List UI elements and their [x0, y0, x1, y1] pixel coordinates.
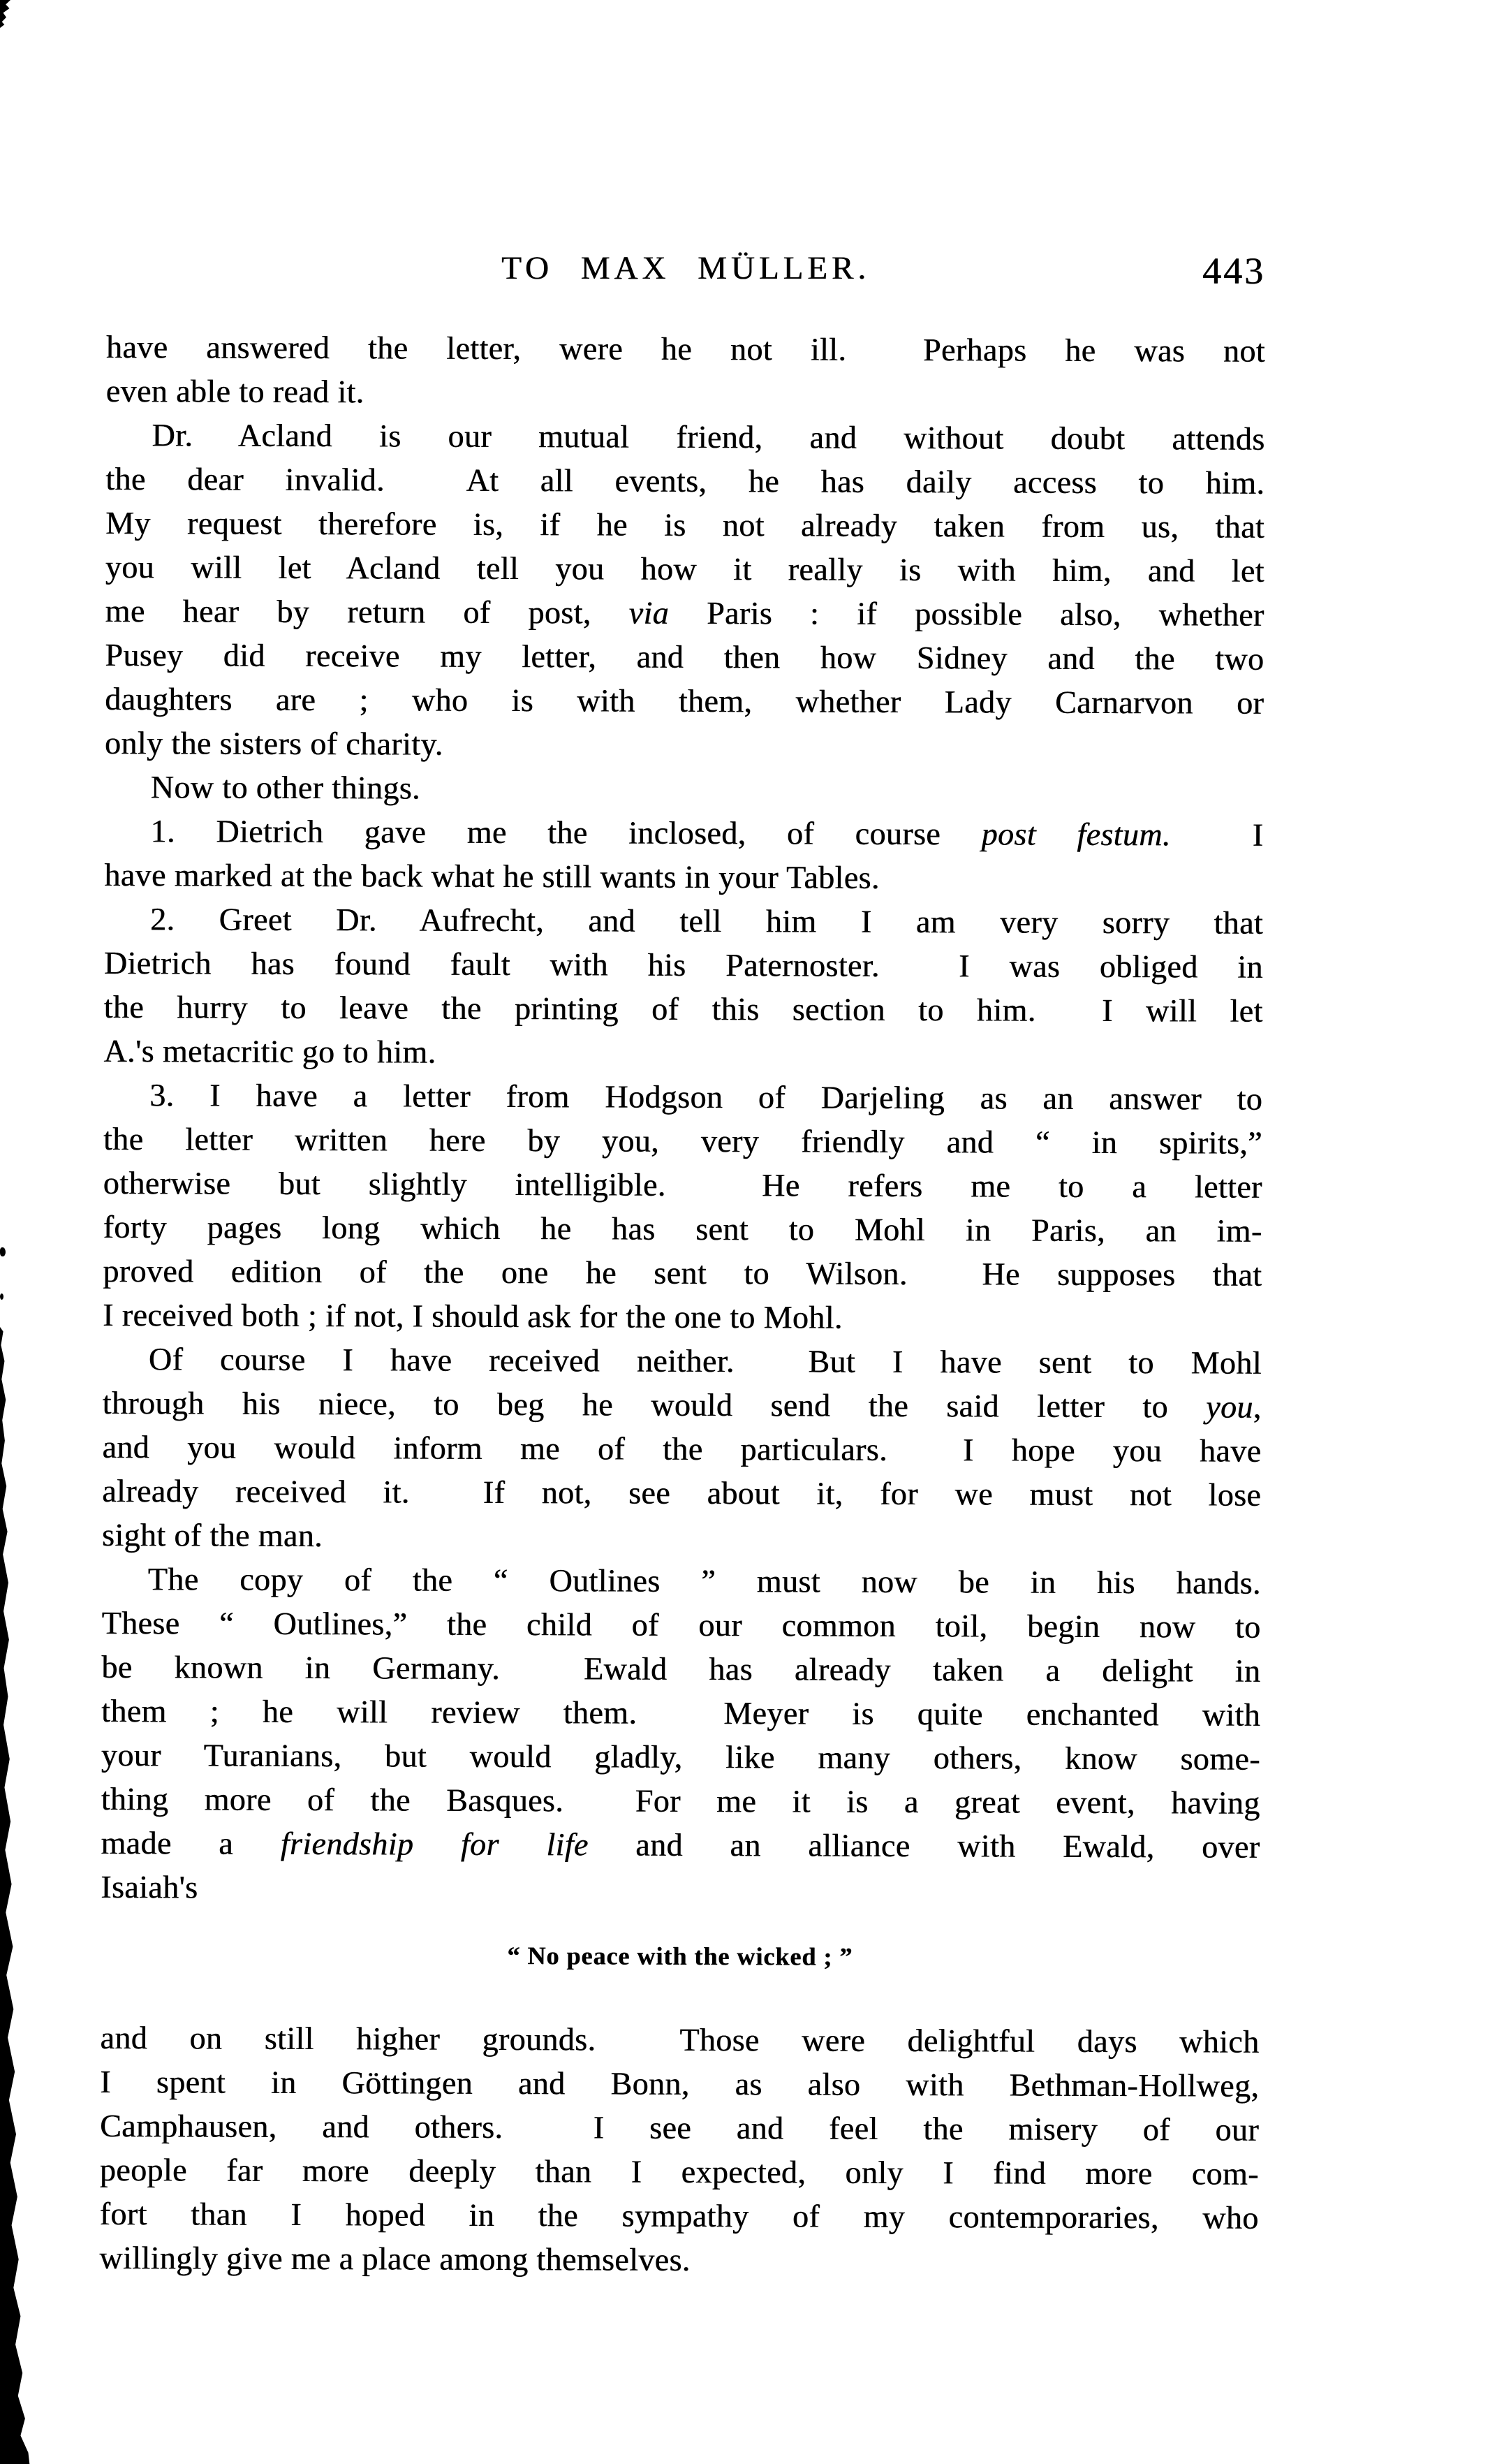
text-line [99, 2192, 1258, 2240]
text-line [101, 1733, 1260, 1781]
text-segment: Camphausen, and others. I see and feel the misery of our [99, 2107, 1260, 2148]
letter-body [99, 325, 1265, 2284]
text-segment: them ; he will review them. Meyer is quite enchanted with [101, 1692, 1261, 1733]
text-segment: and an alliance with Ewald, over [588, 1826, 1260, 1865]
text-segment: already received it. If not, see about it, for we must not lose [102, 1472, 1262, 1513]
italic-text: via [628, 594, 670, 631]
text-segment: These “ Outlines,” the child of our common toil, begin now to [101, 1604, 1261, 1645]
text-line [100, 2148, 1259, 2196]
text-line [103, 1073, 1262, 1121]
text-line [101, 1689, 1260, 1737]
text-segment: 1. Dietrich gave me the inclosed, of course [150, 813, 982, 852]
text-segment: The copy of the “ Outlines ” must now be in his hands. [147, 1561, 1261, 1601]
text-line [103, 1117, 1262, 1165]
text-segment: I received both ; if not, I should ask for the one to Mohl. [102, 1296, 843, 1335]
text-segment: Dietrich has found fault with his Paternoster. I was obliged in [103, 944, 1263, 985]
text-line [104, 853, 1263, 901]
text-line [104, 809, 1263, 857]
ink-speck [0, 1247, 6, 1256]
paragraph [105, 765, 1264, 813]
text-line [105, 721, 1264, 769]
text-segment: My request therefore is, if he is not already taken from us, that [105, 504, 1265, 545]
text-line [100, 2104, 1259, 2152]
paragraph [106, 325, 1265, 417]
text-segment: I [1170, 816, 1264, 853]
ink-speck [0, 1293, 3, 1300]
text-segment: sight of the man. [101, 1516, 323, 1554]
text-segment: the hurry to leave the printing of this section to him. I will let [103, 988, 1263, 1029]
centered-quote [101, 1933, 1260, 1981]
text-line [104, 941, 1263, 989]
text-segment: A.'s metacritic go to him. [103, 1032, 436, 1070]
page-number: 443 [1202, 250, 1265, 292]
text-segment: 2. Greet Dr. Aufrecht, and tell him I am very sorry that [149, 901, 1264, 941]
text-segment: proved edition of the one he sent to Wilson. He supposes that [103, 1252, 1262, 1293]
text-segment: people far more deeply than I expected, only I find more com- [99, 2151, 1259, 2192]
paragraph [102, 1337, 1262, 1561]
text-segment: willingly give me a place among themselves. [99, 2239, 691, 2278]
text-segment: fort than I hoped in the sympathy of my contemporaries, who [99, 2195, 1259, 2236]
text-segment: have answered the letter, were he not ill. Perhaps he was not [105, 328, 1265, 369]
text-segment: Isaiah's [101, 1868, 198, 1905]
text-segment: Dr. Acland is our mutual friend, and without doubt attends [152, 417, 1265, 457]
text-line [102, 1425, 1261, 1473]
text-segment: “ No peace with the wicked ; ” [507, 1942, 853, 1971]
text-segment: your Turanians, but would gladly, like many others, know some- [101, 1736, 1260, 1777]
text-line [101, 1865, 1260, 1913]
text-segment: be known in Germany. Ewald has already taken a delight in [101, 1648, 1261, 1689]
text-line [101, 1821, 1260, 1869]
text-line [103, 1161, 1262, 1209]
text-line [99, 2236, 1258, 2284]
text-line [103, 1249, 1262, 1297]
paragraph [105, 413, 1265, 769]
text-line [103, 1381, 1262, 1429]
italic-text: friendship for life [280, 1825, 589, 1863]
italic-text: post festum. [981, 816, 1171, 853]
text-segment: thing more of the Basques. For me it is a great event, having [101, 1780, 1260, 1821]
text-line [105, 501, 1264, 549]
paragraph [101, 1557, 1261, 1913]
text-line [105, 677, 1264, 725]
text-line [101, 1645, 1260, 1693]
text-line [103, 1029, 1262, 1077]
page-title: TO MAX MÜLLER. [501, 250, 870, 286]
text-segment: otherwise but slightly intelligible. He refers me to a letter [103, 1164, 1262, 1205]
text-segment: the letter written here by you, very friendly and “ in spirits,” [103, 1120, 1263, 1161]
text-segment: me hear by return of post, [105, 592, 629, 631]
text-segment: Pusey did receive my letter, and then how Sidney and the two [105, 636, 1264, 677]
text-segment: made a [101, 1824, 281, 1861]
text-line [103, 985, 1262, 1033]
text-line [105, 413, 1264, 461]
text-segment: only the sisters of charity. [104, 724, 443, 762]
paragraph [103, 1073, 1262, 1341]
text-segment: I spent in Göttingen and Bonn, as also with Bethman-Hollweg, [100, 2063, 1260, 2104]
text-segment: daughters are ; who is with them, whether Lady Carnarvon or [105, 680, 1264, 721]
text-line [102, 1557, 1261, 1605]
text-segment: Of course I have received neither. But I have sent to Mohl [148, 1341, 1262, 1381]
paragraph [103, 897, 1263, 1077]
text-line [103, 1293, 1262, 1341]
text-line [102, 1513, 1261, 1561]
text-line [105, 765, 1264, 813]
text-line [103, 1205, 1262, 1253]
text-line [105, 589, 1264, 637]
text-segment: the dear invalid. At all events, he has daily access to him. [105, 460, 1265, 501]
text-line [101, 1601, 1260, 1649]
text-line [105, 633, 1264, 681]
text-segment: 3. I have a letter from Hodgson of Darjeling as an answer to [149, 1077, 1263, 1117]
text-segment: , [1253, 1388, 1262, 1425]
text-line [100, 2060, 1259, 2108]
text-segment: even able to read it. [105, 372, 364, 410]
text-segment: and on still higher grounds. Those were delightful days which [100, 2019, 1260, 2060]
corner-ink-mark [0, 0, 10, 28]
text-segment: forty pages long which he has sent to Mohl in Paris, an im- [103, 1208, 1262, 1249]
running-head [106, 246, 1265, 291]
text-line [101, 1933, 1260, 1981]
text-segment: Paris : if possible also, whether [668, 594, 1264, 633]
text-line [105, 457, 1264, 505]
italic-text: you [1205, 1388, 1253, 1425]
text-segment: have marked at the back what he still wants in your Tables. [104, 856, 880, 895]
text-line [101, 1777, 1260, 1825]
text-line [104, 897, 1263, 945]
text-segment: and you would inform me of the particulars. I hope you have [102, 1428, 1262, 1469]
paragraph [99, 2016, 1259, 2284]
text-segment: Now to other things. [150, 769, 420, 806]
text-line [103, 1337, 1262, 1385]
text-segment: through his niece, to beg he would send the said letter to [102, 1384, 1207, 1425]
text-segment: you will let Acland tell you how it really is with him, and let [105, 548, 1264, 589]
text-line [106, 369, 1265, 417]
paragraph [104, 809, 1263, 901]
text-line [106, 325, 1265, 373]
text-line [102, 1469, 1261, 1517]
binding-artifact [0, 1327, 32, 2464]
text-line [105, 545, 1264, 593]
text-line [100, 2016, 1259, 2064]
